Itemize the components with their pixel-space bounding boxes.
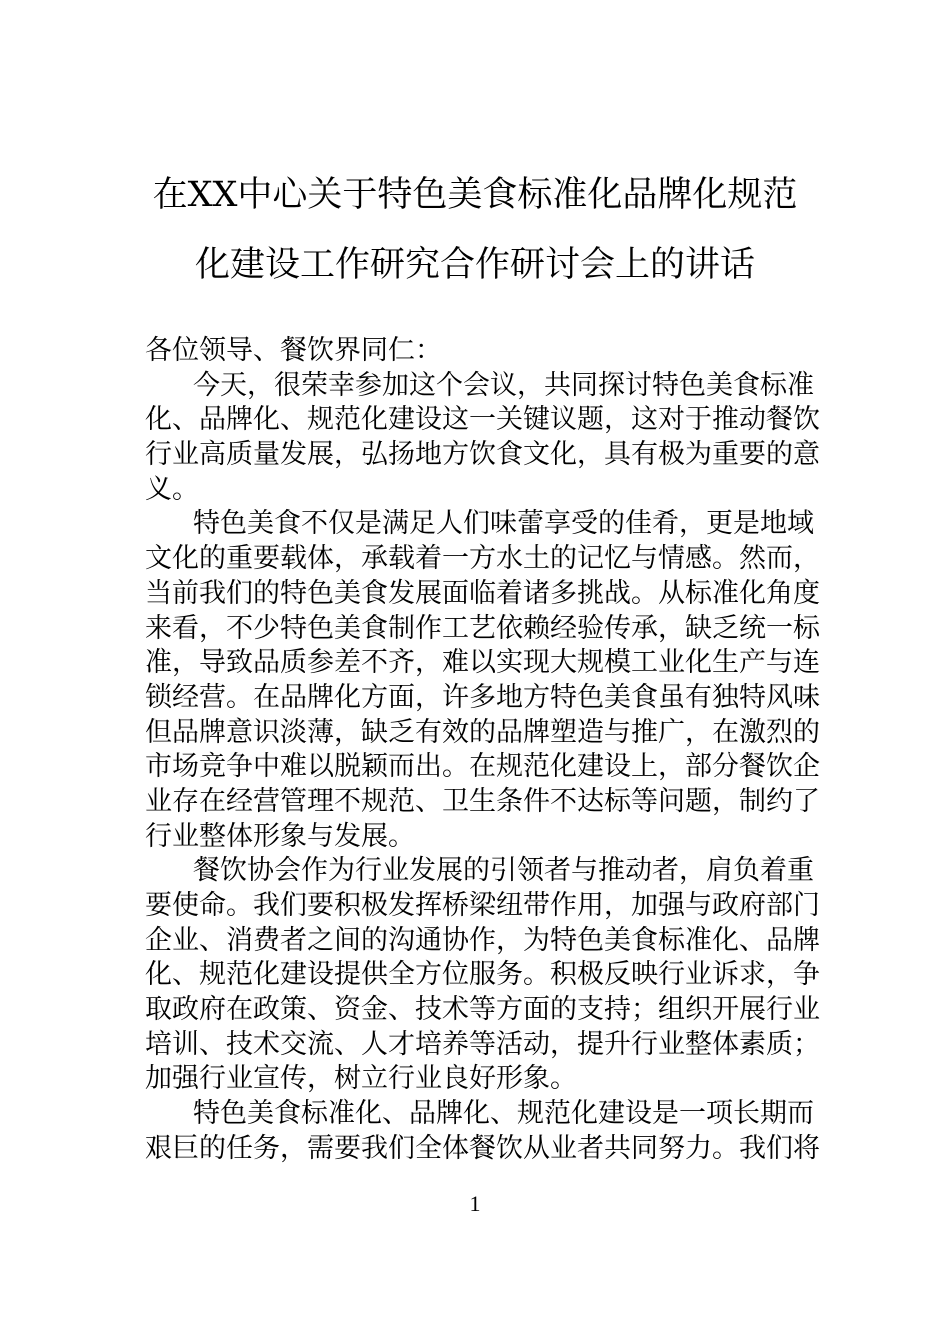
paragraph-line: 来看，不少特色美食制作工艺依赖经验传承，缺乏统一标 <box>145 612 820 644</box>
paragraph-line: 但品牌意识淡薄，缺乏有效的品牌塑造与推广，在激烈的 <box>145 716 820 748</box>
paragraph-line: 培训、技术交流、人才培养等活动，提升行业整体素质； <box>145 1028 820 1060</box>
paragraph-line: 市场竞争中难以脱颖而出。在规范化建设上，部分餐饮企 <box>145 751 820 783</box>
document-body <box>145 334 820 1167</box>
paragraph-line: 准，导致品质参差不齐，难以实现大规模工业化生产与连 <box>145 647 820 679</box>
paragraph-line: 当前我们的特色美食发展面临着诸多挑战。从标准化角度 <box>145 577 820 609</box>
salutation: 各位领导、餐饮界同仁： <box>145 335 442 366</box>
paragraph-line: 今天，很荣幸参加这个会议，共同探讨特色美食标准 <box>193 369 814 401</box>
paragraph-line: 锁经营。在品牌化方面，许多地方特色美食虽有独特风味 <box>145 681 820 713</box>
paragraph-line: 化、规范化建设提供全方位服务。积极反映行业诉求，争 <box>145 959 820 991</box>
paragraph-line: 企业、消费者之间的沟通协作，为特色美食标准化、品牌 <box>145 924 820 956</box>
page-number: 1 <box>469 1191 481 1216</box>
paragraph-line: 加强行业宣传，树立行业良好形象。 <box>145 1063 577 1095</box>
paragraph-line: 业存在经营管理不规范、卫生条件不达标等问题，制约了 <box>145 785 820 817</box>
document-title <box>0 160 950 300</box>
title-line: 化建设工作研究合作研讨会上的讲话 <box>194 245 755 285</box>
paragraph-line: 餐饮协会作为行业发展的引领者与推动者，肩负着重 <box>193 855 814 887</box>
paragraph-line: 化、品牌化、规范化建设这一关键议题，这对于推动餐饮 <box>145 404 820 436</box>
paragraph-line: 特色美食不仅是满足人们味蕾享受的佳肴，更是地域 <box>193 508 814 540</box>
paragraph-line: 艰巨的任务，需要我们全体餐饮从业者共同努力。我们将 <box>145 1132 820 1164</box>
paragraph-line: 义。 <box>145 473 199 505</box>
paragraph-line: 要使命。我们要积极发挥桥梁纽带作用，加强与政府部门 <box>145 890 820 921</box>
paragraph-line: 行业高质量发展，弘扬地方饮食文化，具有极为重要的意 <box>145 439 820 471</box>
paragraph-line: 特色美食标准化、品牌化、规范化建设是一项长期而 <box>193 1098 814 1130</box>
paragraph-line: 行业整体形象与发展。 <box>145 820 415 852</box>
paragraph-line: 取政府在政策、资金、技术等方面的支持；组织开展行业 <box>145 994 820 1026</box>
title-line: 在XX中心关于特色美食标准化品牌化规范 <box>152 175 798 215</box>
paragraph-line: 文化的重要载体，承载着一方水土的记忆与情感。然而， <box>145 543 820 575</box>
